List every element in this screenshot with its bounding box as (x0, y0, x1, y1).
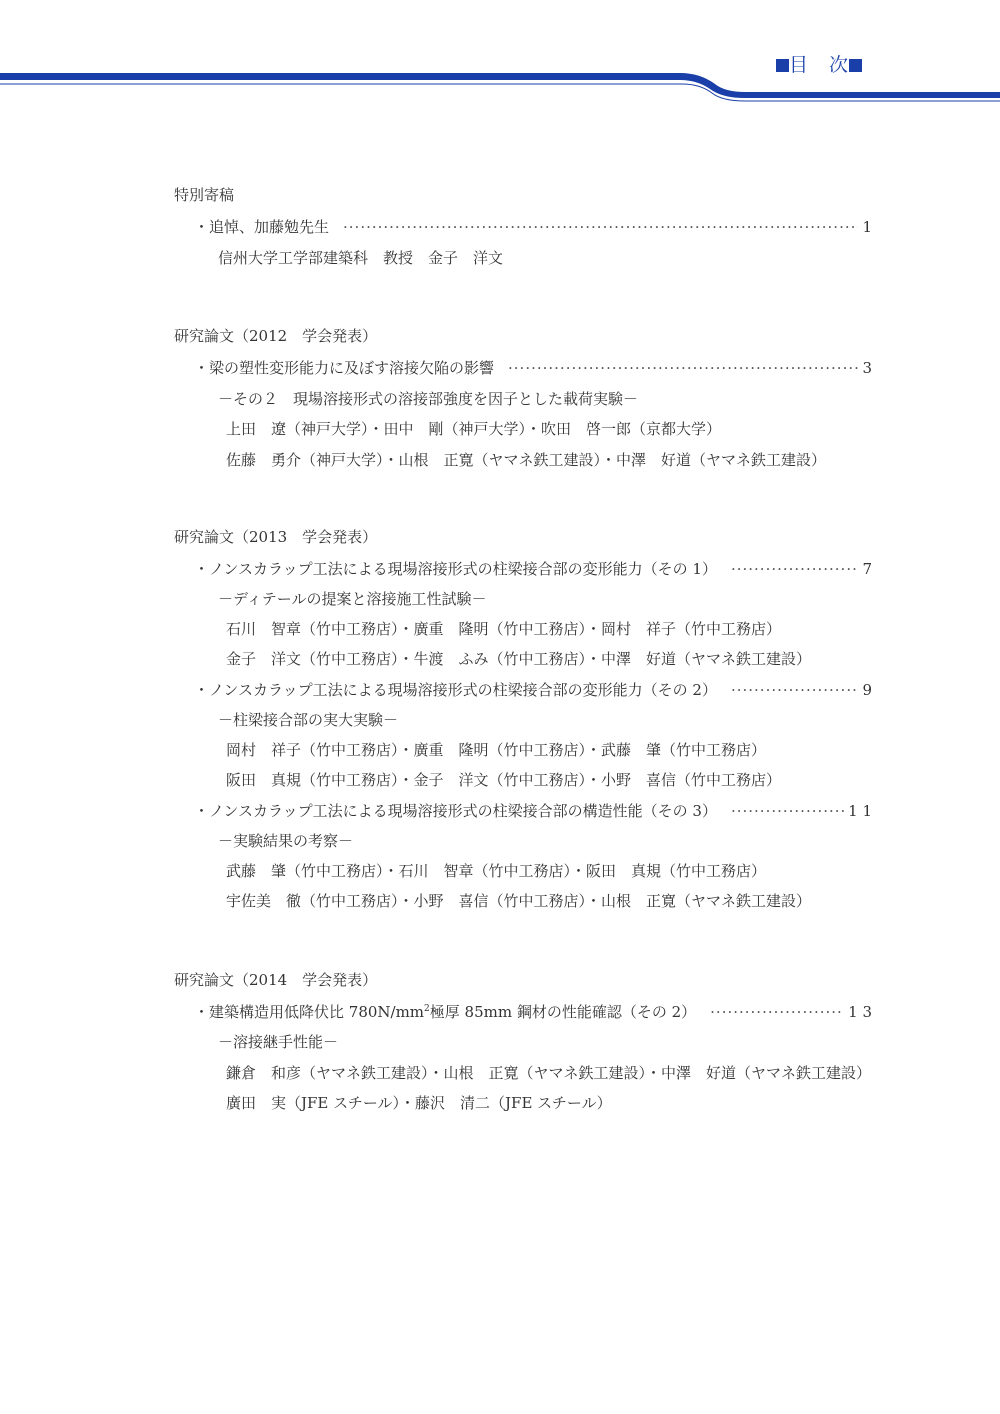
leader-dots (731, 560, 858, 578)
leader-dots (731, 802, 844, 820)
entry-title: ・ノンスカラップ工法による現場溶接形式の柱梁接合部の変形能力（その 2） (194, 681, 717, 699)
section-heading: 研究論文（2014 学会発表） (174, 971, 378, 989)
entry-authors: 鎌倉 和彦（ヤマネ鉄工建設）・山根 正寛（ヤマネ鉄工建設）・中澤 好道（ヤマネ鉄工建設） (226, 1064, 872, 1082)
entry-authors: 廣田 実（JFE スチール）・藤沢 清二（JFE スチール） (226, 1094, 612, 1112)
leader-dots (508, 359, 858, 377)
page-number: 9 (862, 681, 872, 699)
entry-subtitle: －ディテールの提案と溶接施工性試験－ (218, 590, 487, 608)
entry-subtitle: －柱梁接合部の実大実験－ (218, 711, 399, 729)
entry-authors: 岡村 祥子（竹中工務店）・廣重 隆明（竹中工務店）・武藤 肇（竹中工務店） (226, 741, 767, 759)
page-number: 1 (862, 218, 872, 236)
leader-dots (731, 681, 858, 699)
page-number: 3 (862, 359, 872, 377)
page-number: 1 3 (848, 1003, 872, 1021)
entry-title: ・ノンスカラップ工法による現場溶接形式の柱梁接合部の変形能力（その 1） (194, 560, 717, 578)
page-title: 目 次 (776, 50, 862, 77)
entry-title: ・梁の塑性変形能力に及ぼす溶接欠陥の影響 (194, 359, 495, 377)
entry-title: ・追悼、加藤勉先生 (194, 218, 330, 236)
section-heading: 研究論文（2013 学会発表） (174, 528, 378, 546)
entry-authors: 信州大学工学部建築科 教授 金子 洋文 (218, 249, 504, 267)
toc-entry[interactable] (194, 679, 872, 700)
entry-authors: 阪田 真規（竹中工務店）・金子 洋文（竹中工務店）・小野 喜信（竹中工務店） (226, 771, 782, 789)
entry-authors: 宇佐美 徹（竹中工務店）・小野 喜信（竹中工務店）・山根 正寛（ヤマネ鉄工建設） (226, 892, 812, 910)
entry-authors: 佐藤 勇介（神戸大学）・山根 正寛（ヤマネ鉄工建設）・中澤 好道（ヤマネ鉄工建設） (226, 451, 827, 469)
entry-title: ・ノンスカラップ工法による現場溶接形式の柱梁接合部の構造性能（その 3） (194, 802, 717, 820)
leader-dots (343, 218, 858, 236)
entry-subtitle: －実験結果の考察－ (218, 832, 354, 850)
toc-entry[interactable] (194, 800, 872, 821)
entry-subtitle: －その２ 現場溶接形式の溶接部強度を因子とした載荷実験－ (218, 390, 639, 408)
entry-authors: 石川 智章（竹中工務店）・廣重 隆明（竹中工務店）・岡村 祥子（竹中工務店） (226, 620, 782, 638)
page-number: 7 (862, 560, 872, 578)
section-heading: 研究論文（2012 学会発表） (174, 327, 378, 345)
entry-authors: 金子 洋文（竹中工務店）・牛渡 ふみ（竹中工務店）・中澤 好道（ヤマネ鉄工建設） (226, 650, 812, 668)
leader-dots (710, 1003, 844, 1021)
entry-title: ・建築構造用低降伏比 $780N/mm^2$極厚 85mm 鋼材の性能確認（その 2） (194, 1003, 697, 1021)
square-bullet-icon (776, 59, 789, 72)
entry-authors: 武藤 肇（竹中工務店）・石川 智章（竹中工務店）・阪田 真規（竹中工務店） (226, 862, 767, 880)
square-bullet-icon (849, 59, 862, 72)
toc-entry[interactable] (194, 558, 872, 579)
entry-authors: 上田 遼（神戸大学）・田中 剛（神戸大学）・吹田 啓一郎（京都大学） (226, 420, 722, 438)
toc-entry[interactable] (194, 1001, 872, 1022)
page-number: 1 1 (848, 802, 872, 820)
entry-subtitle: －溶接継手性能－ (218, 1033, 339, 1051)
toc-entry[interactable] (194, 216, 872, 237)
toc-entry[interactable] (194, 357, 872, 378)
section-heading: 特別寄稿 (174, 186, 235, 204)
